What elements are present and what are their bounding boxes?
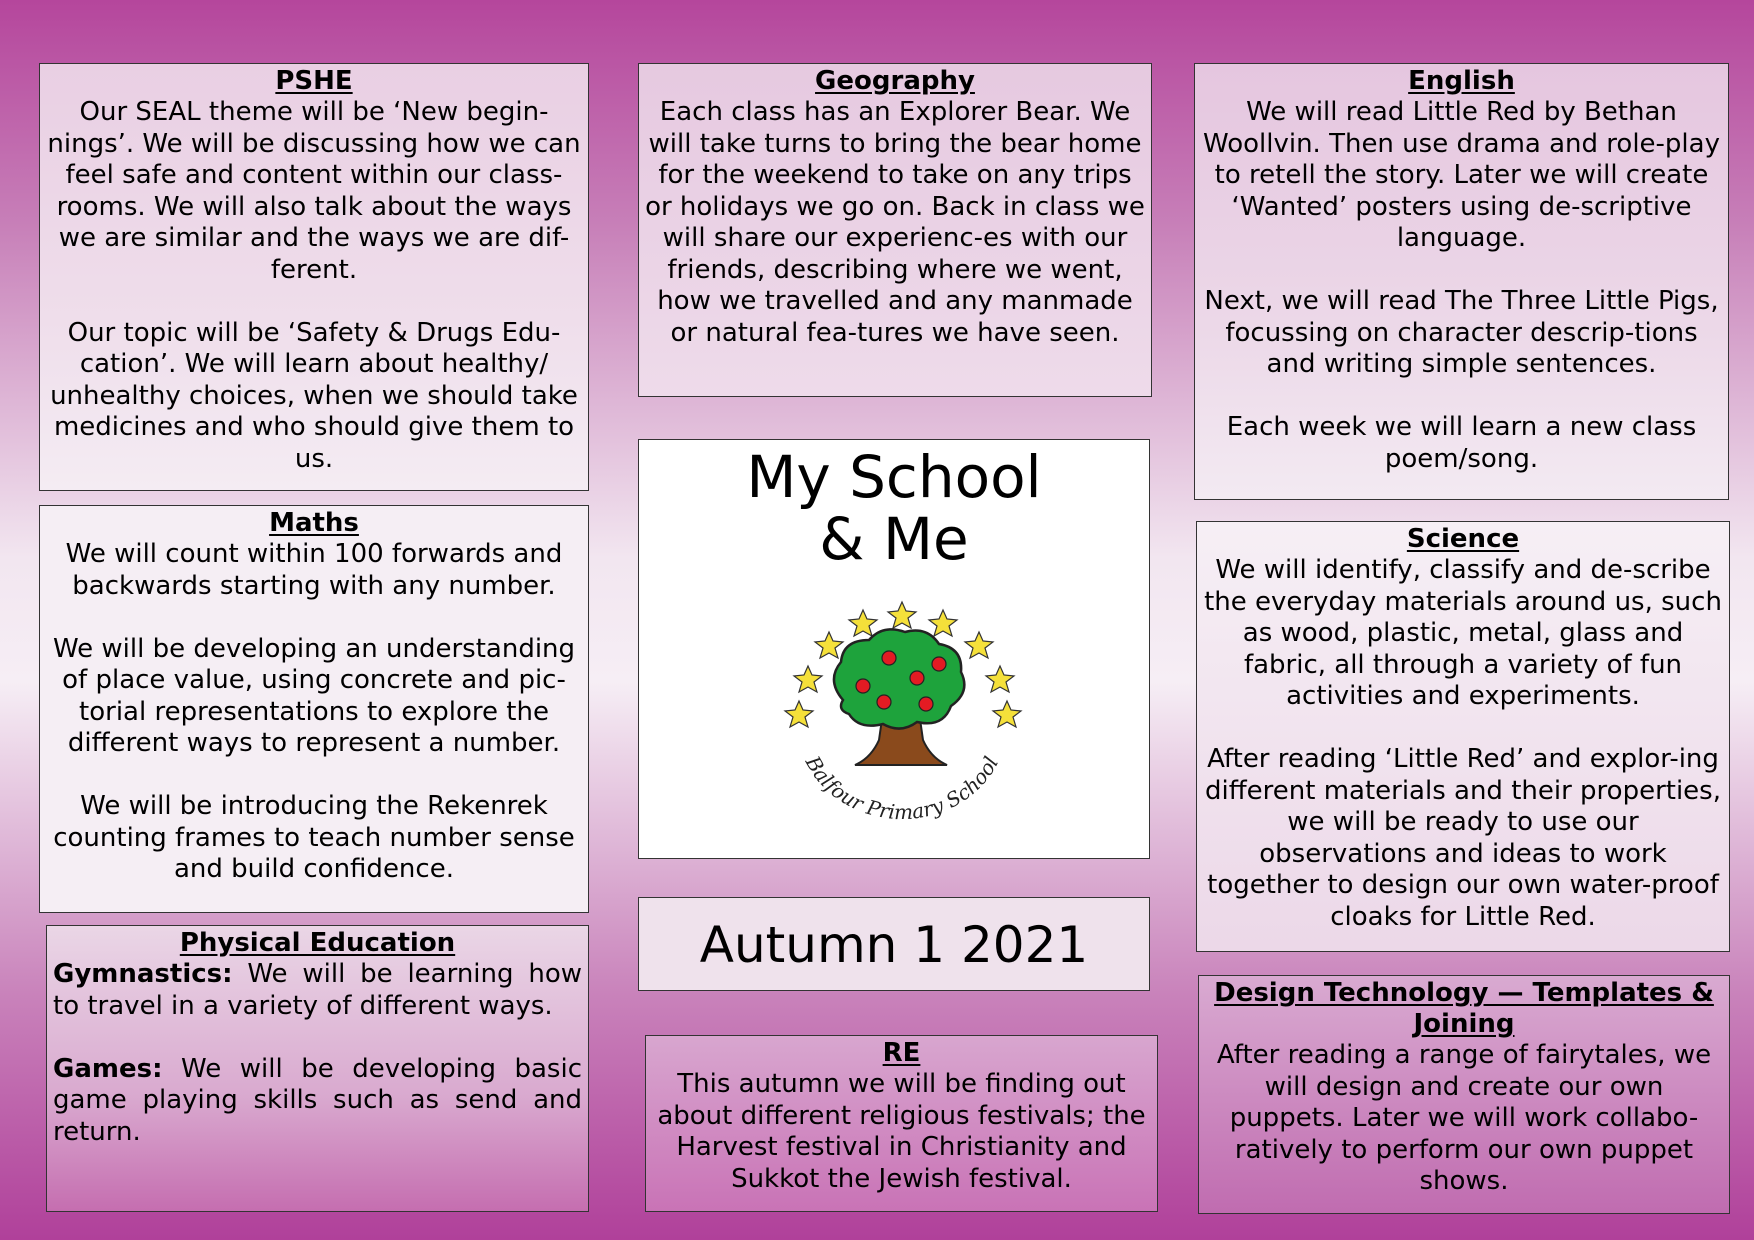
maths-heading: Maths	[269, 508, 359, 538]
maths-paragraph-1: We will count within 100 forwards and backwards starting with any number.	[65, 539, 563, 601]
school-logo	[771, 600, 1033, 842]
geography-paragraph: Each class has an Explorer Bear. We will take turns to bring the bear home for the weekend to take on any trips or holidays we go on. Back in class we will share our experienc-es with our friends, describing where we went, how we travelled and any manmade or natural fea-tures we have seen.	[645, 97, 1145, 348]
re-paragraph: This autumn we will be finding out about different religious festivals; the Harvest festival in Christianity and Sukkot the Jewish festival.	[657, 1069, 1146, 1194]
science-paragraph-1: We will identify, classify and de-scribe the everyday materials around us, such as wood, plastic, metal, glass and fabric, all through a variety of fun activities and experiments.	[1204, 555, 1722, 711]
re-heading: RE	[882, 1038, 921, 1068]
design-technology-heading: Design Technology — Templates & Joining	[1214, 978, 1714, 1039]
geography-panel	[638, 63, 1152, 397]
term-panel	[638, 897, 1150, 991]
pe-gymnastics-label: Gymnastics:	[53, 959, 233, 989]
english-paragraph-3: Each week we will learn a new class poem/song.	[1226, 412, 1697, 474]
title-line-1: My School	[746, 443, 1042, 511]
title-line-2: & Me	[819, 505, 969, 573]
logo-school-name: Balfour Primary School	[800, 751, 1004, 825]
pe-gymnastics-text: We will be learning how to travel in a variety of different ways.	[53, 959, 582, 1021]
maths-paragraph-3: We will be introducing the Rekenrek counting frames to teach number sense and build confidence.	[53, 791, 575, 884]
science-panel	[1196, 521, 1730, 952]
term-label: Autumn 1 2021	[699, 916, 1089, 974]
pe-games-label: Games:	[53, 1053, 163, 1084]
geography-heading: Geography	[815, 66, 975, 96]
maths-panel	[39, 505, 589, 913]
tree-foliage-icon	[834, 629, 964, 728]
re-panel	[645, 1035, 1158, 1212]
pshe-panel	[39, 63, 589, 491]
english-paragraph-2: Next, we will read The Three Little Pigs, focussing on character descrip-tions and writing simple sentences.	[1204, 286, 1719, 379]
pshe-heading: PSHE	[275, 66, 353, 96]
maths-paragraph-2: We will be developing an understanding of place value, using concrete and pic-torial representations to explore the different ways to represent a number.	[52, 633, 576, 758]
title-panel	[638, 439, 1150, 859]
pshe-paragraph-1: Our SEAL theme will be ‘New begin-nings’. We will be discussing how we can feel safe and content within our class-rooms. We will also talk about the ways we are similar and the ways we are dif-ferent.	[47, 97, 581, 285]
design-technology-paragraph: After reading a range of fairytales, we will design and create our own puppets. Later we will work collabo-ratively to perform our own puppet shows.	[1216, 1040, 1712, 1196]
pe-games	[53, 1054, 582, 1149]
science-heading: Science	[1406, 524, 1520, 554]
pe-games-text: We will be developing basic game playing skills such as send and return.	[53, 1053, 582, 1147]
design-technology-panel	[1198, 975, 1730, 1214]
pshe-paragraph-2: Our topic will be ‘Safety & Drugs Edu-cation’. We will learn about healthy/ unhealthy choices, when we should take medicines and who should give them to us.	[50, 317, 578, 474]
pe-gymnastics	[53, 959, 582, 1022]
english-paragraph-1: We will read Little Red by Bethan Woollvin. Then use drama and role-play to retell the story. Later we will create ‘Wanted’ posters using de-scriptive language.	[1203, 97, 1720, 253]
pe-panel	[46, 925, 589, 1212]
english-heading: English	[1408, 66, 1515, 96]
science-paragraph-2: After reading ‘Little Red’ and explor-ing different materials and their properties, we will be ready to use our observations and ideas to work together to design our own water-proof cloaks for Little Red.	[1205, 744, 1721, 932]
english-panel	[1194, 63, 1729, 500]
pe-heading: Physical Education	[179, 928, 456, 958]
